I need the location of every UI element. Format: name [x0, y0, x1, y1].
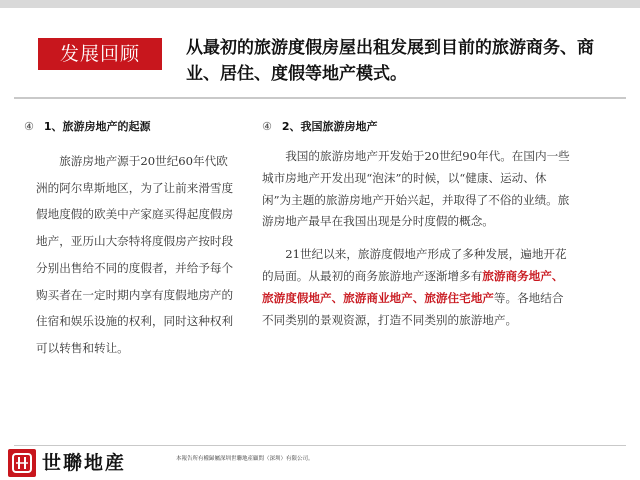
- para2-highlight: 旅游商务地产、旅游度假地产、旅游商业地产、旅游住宅地产: [262, 268, 564, 305]
- footer-divider: [14, 445, 626, 446]
- left-heading-text: 1、旅游房地产的起源: [43, 120, 151, 133]
- right-paragraph-2: [262, 244, 574, 331]
- company-logo-text: 世聯地産: [42, 452, 127, 474]
- top-bar: [0, 0, 640, 8]
- para2-end: 等。各地结合不同类别的景观资源，打造不同类别的旅游地产。: [262, 290, 564, 327]
- footer-note: 本報告所有權歸屬深圳世聯地產顧問（深圳）有限公司。: [176, 456, 314, 462]
- circled-number-icon: ④: [24, 120, 34, 133]
- right-column-heading: [262, 118, 378, 134]
- section-tag: 发展回顾: [38, 38, 162, 70]
- right-heading-text: 2、我国旅游房地产: [281, 120, 378, 133]
- company-logo-icon: [8, 449, 36, 477]
- right-column-body: [262, 146, 574, 342]
- left-column-heading: [24, 118, 151, 134]
- page-title: 从最初的旅游度假房屋出租发展到目前的旅游商务、商业、居住、度假等地产模式。: [186, 38, 594, 84]
- left-column-body: 旅游房地产源于20世纪60年代欧洲的阿尔卑斯地区，为了让前来滑雪度假地度假的欧美中产家庭买得起度假房地产，亚历山大奈特将度假房产按时段分别出售给不同的度假者，并给予每个购买者在一定时期内享有度假地房产的住宿和娱乐设施的权利，同时这种权利可以转售和转让。: [36, 154, 234, 355]
- right-paragraph-1: 我国的旅游房地产开发始于20世纪90年代。在国内一些城市房地产开发出现“泡沫”的时候，以“健康、运动、休闲”为主题的旅游房地产开始兴起，并取得了不俗的业绩。旅游房地产最早在我国出现是分时度假的概念。: [262, 149, 570, 229]
- para2-start: 21世纪以来，旅游度假地产形成了多种发展，遍地开花的局面。从最初的商务旅游地产逐渐增多有: [262, 247, 567, 283]
- circled-number-icon: ④: [262, 120, 272, 133]
- header-divider: [14, 97, 626, 99]
